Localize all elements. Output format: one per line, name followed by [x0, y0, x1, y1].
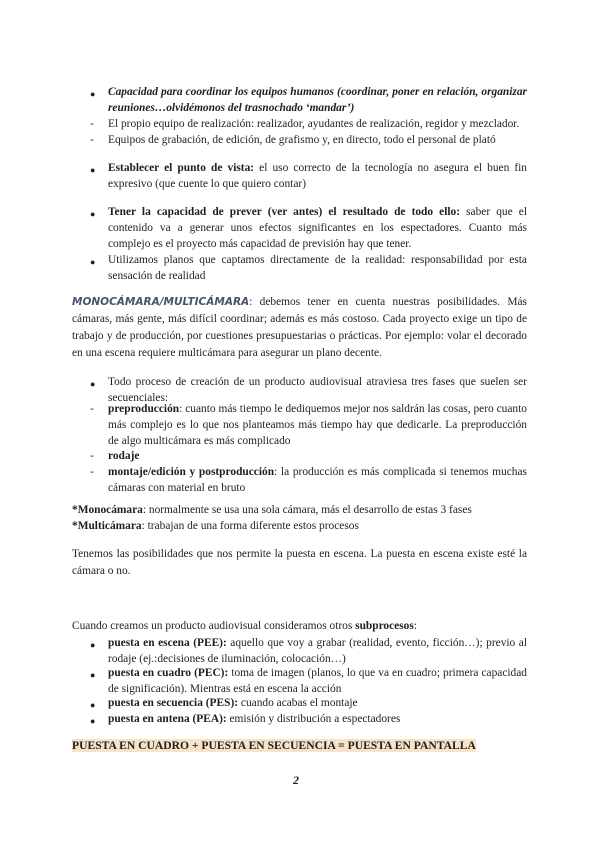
- note-multicamara: [72, 518, 527, 534]
- bold-text: subprocesos: [355, 620, 414, 632]
- bold-text: montaje/edición y postproducción: [108, 466, 275, 478]
- body-text: Cuando creamos un producto audiovisual consideramos otros: [72, 620, 356, 632]
- paragraph-puesta-escena: Tenemos las posibilidades que nos permite la puesta en escena. La puesta en escena existe esté la cámara o no.: [72, 548, 527, 577]
- body-text: : cuanto más tiempo le dediquemos mejor nos saldrán las cosas, pero cuanto más complejo es lo que nos planteamos más tiempo hay que dedicarle. La preproducción de algo multicámara es más complicado: [108, 403, 527, 447]
- bullet: ●: [90, 89, 96, 99]
- bullet-fases: Todo proceso de creación de un producto audiovisual atraviesa tres fases que suelen ser secuenciales:: [108, 376, 527, 404]
- bullet: ●: [90, 640, 96, 650]
- bold-text: puesta en cuadro (PEC):: [108, 667, 229, 679]
- note-monocamara: [72, 502, 527, 518]
- dash: -: [90, 450, 94, 462]
- dash-item-rodaje: [108, 448, 527, 464]
- body-text: : la producción es más complicada si tenemos muchas cámaras con material en bruto: [108, 466, 527, 494]
- body-text: toma de imagen (planos, lo que va en cuadro; primera capacidad de significación). Mientras está en escena la acción: [108, 667, 527, 695]
- dash: -: [90, 118, 94, 130]
- bullet: ●: [90, 700, 96, 710]
- body-text: : trabajan de una forma diferente estos procesos: [141, 520, 359, 532]
- bullet-planos: Utilizamos planos que captamos directamente de la realidad: responsabilidad por esta sensación de realidad: [108, 254, 527, 282]
- bullet: ●: [90, 165, 96, 175]
- bullet-coordinar: [108, 84, 527, 116]
- bold-text: Establecer el punto de vista:: [108, 162, 255, 174]
- bullet-pee: [108, 635, 527, 667]
- bold-text: *Monocámara: [72, 504, 143, 516]
- bold-text: puesta en escena (PEE):: [108, 637, 227, 649]
- dash-item-equipo: El propio equipo de realización: realizador, ayudantes de realización, regidor y mezclador.: [108, 118, 520, 130]
- dash-item-preproduccion: [108, 401, 527, 449]
- page-number: 2: [293, 773, 299, 787]
- paragraph-subprocesos: [72, 618, 527, 634]
- bullet: ●: [90, 209, 96, 219]
- bullet-pes: [108, 695, 527, 711]
- formula-line: [72, 738, 527, 754]
- bold-text: puesta en secuencia (PES):: [108, 697, 239, 709]
- bullet: ●: [90, 716, 96, 726]
- body-text: cuando acabas el montaje: [238, 697, 358, 709]
- bullet: ●: [90, 379, 96, 389]
- body-text: emisión y distribución a espectadores: [226, 713, 401, 725]
- dash-item-montaje: [108, 464, 527, 496]
- paragraph-monocamara: [72, 294, 527, 362]
- bold-text: puesta en antena (PEA):: [108, 713, 227, 725]
- body-text: el uso correcto de la tecnología no asegura el buen fin expresivo (que cuente lo que quiero contar): [108, 162, 528, 190]
- bullet: ●: [90, 257, 96, 267]
- body-text: : normalmente se usa una sola cámara, más el desarrollo de estas 3 fases: [142, 504, 472, 516]
- bullet-pea: [108, 711, 527, 727]
- bold-text: Capacidad para coordinar los equipos humanos (coordinar, poner en relación, organizar reuniones…olvidémonos del trasnochado ‘mandar’): [108, 86, 527, 114]
- body-text: saber que el contenido va a generar unos efectos significantes en los espectadores. Cuanto más complejo es el proyecto más capacidad de previsión hay que tener.: [108, 206, 527, 250]
- body-text: aquello que voy a grabar (realidad, evento, ficción…); previo al rodaje (ej.:decisiones de iluminación, colocación…): [108, 637, 527, 665]
- body-text: :: [413, 620, 417, 632]
- dash-item-grabacion: Equipos de grabación, de edición, de grafismo y, en directo, todo el personal de plató: [108, 134, 496, 146]
- bold-text: rodaje: [108, 450, 140, 462]
- bullet-prever: [108, 204, 527, 252]
- dash: -: [90, 403, 94, 415]
- dash: -: [90, 134, 94, 146]
- body-text: : debemos tener en cuenta nuestras posibilidades. Más cámaras, más gente, más difícil coordinar; además es más costoso. Cada proyecto exige un tipo de trabajo y de producción, por cuestiones presupuestarias o prácticas. Por ejemplo: volar el decorado en una escena requiere multicámara para asegurar un plano decente.: [72, 296, 527, 359]
- bold-text: *Multicámara: [72, 520, 142, 532]
- highlighted-formula: PUESTA EN CUADRO + PUESTA EN SECUENCIA = PUESTA EN PANTALLA: [72, 739, 476, 752]
- section-heading: MONOCÁMARA/MULTICÁMARA: [72, 296, 250, 308]
- bold-text: preproducción: [108, 403, 180, 415]
- bold-text: Tener la capacidad de prever (ver antes) el resultado de todo ello:: [108, 206, 461, 218]
- bullet-pec: [108, 665, 527, 697]
- bullet-punto-vista: [108, 160, 527, 192]
- bullet: ●: [90, 670, 96, 680]
- dash: -: [90, 466, 94, 478]
